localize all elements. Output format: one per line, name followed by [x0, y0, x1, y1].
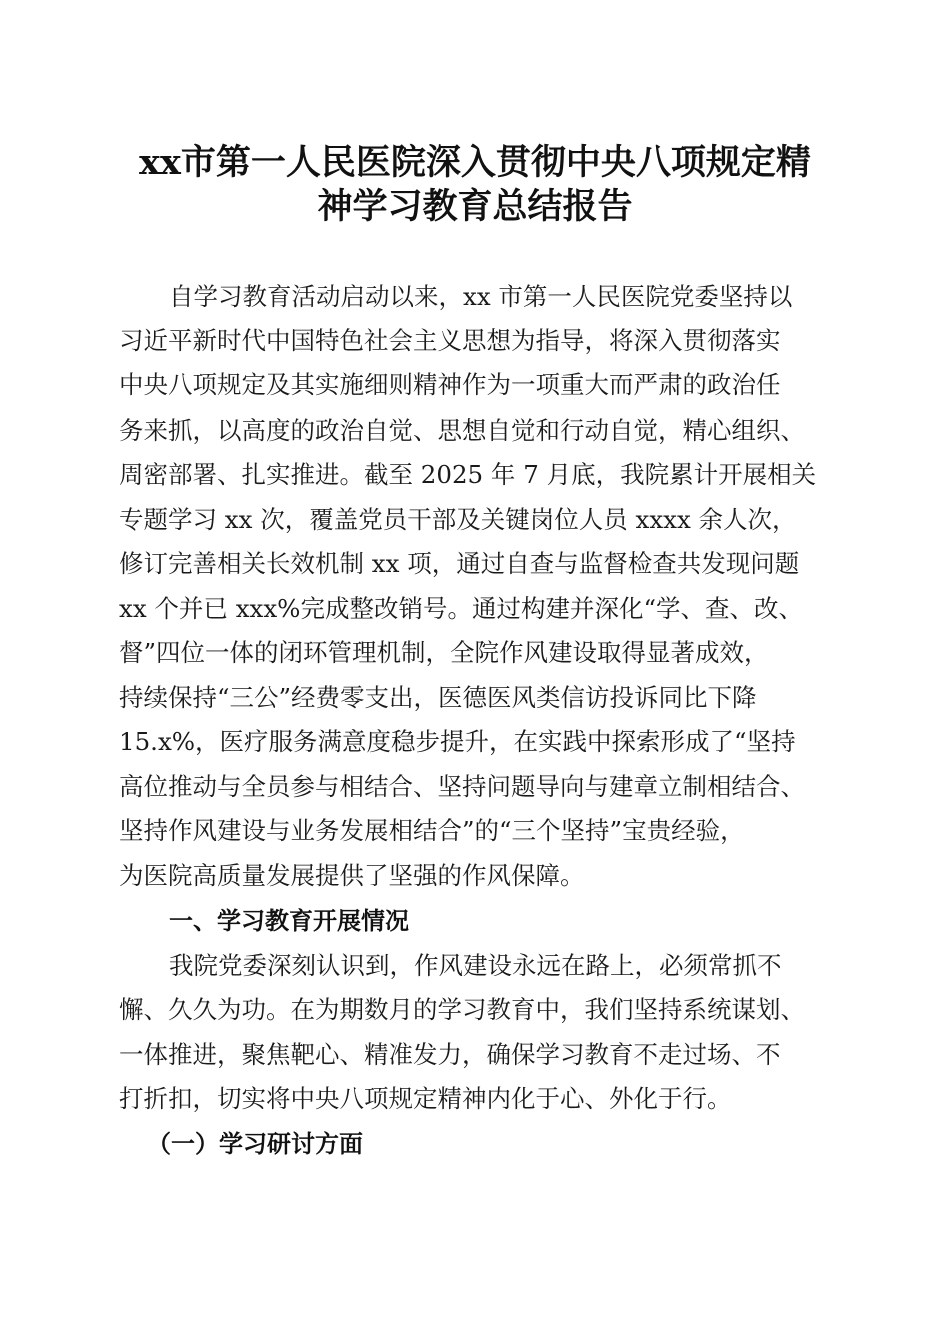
body-text-line: 坚持作风建设与业务发展相结合”的“三个坚持”宝贵经验， [119, 816, 745, 845]
body-text-line: 督”四位一体的闭环管理机制，全院作风建设取得显著成效， [119, 638, 769, 667]
body-text-line: 懈、久久为功。在为期数月的学习教育中，我们坚持系统谋划、 [119, 995, 805, 1024]
body-text-line: 15.x%，医疗服务满意度稳步提升，在实践中探索形成了“坚持 [119, 727, 796, 756]
document-title-line-2: 神学习教育总结报告 [317, 186, 633, 227]
body-text-line: 习近平新时代中国特色社会主义思想为指导，将深入贯彻落实 [119, 326, 781, 355]
body-text-line: 专题学习 xx 次，覆盖党员干部及关键岗位人员 xxxx 余人次， [119, 505, 797, 534]
document-title-line-1: xx市第一人民医院深入贯彻中央八项规定精 [139, 142, 811, 183]
body-text-line: 中央八项规定及其实施细则精神作为一项重大而严肃的政治任 [119, 370, 781, 399]
body-text-line: 周密部署、扎实推进。截至 2025 年 7 月底，我院累计开展相关 [119, 460, 817, 489]
body-text-line: 务来抓，以高度的政治自觉、思想自觉和行动自觉，精心组织、 [119, 416, 805, 445]
subsection-heading: （一）学习研讨方面 [147, 1129, 363, 1158]
body-text-line: 自学习教育活动启动以来，xx 市第一人民医院党委坚持以 [169, 282, 793, 311]
body-text-line: 持续保持“三公”经费零支出，医德医风类信访投诉同比下降 [119, 683, 757, 712]
body-text-line: 为医院高质量发展提供了坚强的作风保障。 [119, 861, 585, 890]
section-heading: 一、学习教育开展情况 [169, 907, 409, 935]
body-text-line: 高位推动与全员参与相结合、坚持问题导向与建章立制相结合、 [119, 772, 805, 801]
body-text-line: 打折扣，切实将中央八项规定精神内化于心、外化于行。 [119, 1084, 732, 1113]
body-text-line: xx 个并已 xxx%完成整改销号。通过构建并深化“学、查、改、 [119, 594, 803, 623]
body-text-line: 一体推进，聚焦靶心、精准发力，确保学习教育不走过场、不 [119, 1040, 781, 1069]
body-text-line: 修订完善相关长效机制 xx 项，通过自查与监督检查共发现问题 [119, 549, 800, 578]
body-text-line: 我院党委深刻认识到，作风建设永远在路上，必须常抓不 [169, 951, 782, 980]
